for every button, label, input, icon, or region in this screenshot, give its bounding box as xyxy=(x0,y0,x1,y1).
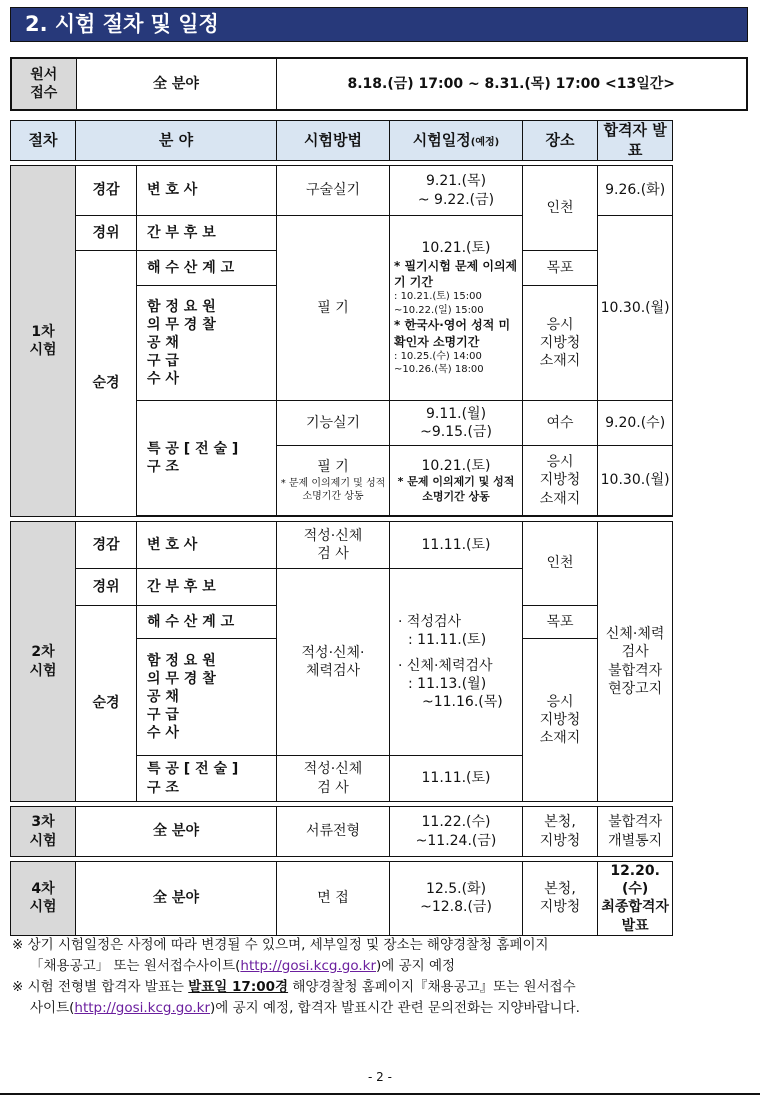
stage1-result-1: 9.26.(화) xyxy=(598,166,673,216)
stage3-schedule xyxy=(390,807,523,857)
stage3-field: 全 분야 xyxy=(76,807,277,857)
notes xyxy=(12,935,752,1019)
stage1-group xyxy=(137,286,277,401)
stage1-lawyer xyxy=(137,166,277,216)
stage3-place-text: 본청, 지방청 xyxy=(539,814,581,849)
stage3-label xyxy=(11,807,76,857)
stage4-result xyxy=(598,862,673,936)
stage2-group-line-5: 수 사 xyxy=(147,725,179,742)
stage1-skill-schedule xyxy=(390,401,523,446)
stage1-place-region xyxy=(523,286,598,401)
stage2-place-mokpo: 목포 xyxy=(523,606,598,639)
stage2-schedule-2d: : 11.13.(월) xyxy=(408,676,487,693)
stage2-lawyer-text: 변 호 사 xyxy=(147,536,198,553)
stage1-written2-schedule xyxy=(390,446,523,516)
stage2-group-line-1: 함 정 요 원 xyxy=(147,652,216,669)
stage1-result-4: 10.30.(월) xyxy=(598,446,673,516)
stage1-written-note-2b: ~10.26.(목) 18:00 xyxy=(394,364,484,376)
stage2-cadet xyxy=(137,569,277,606)
note-2-bold: 발표일 17:00경 xyxy=(188,978,289,995)
header-schedule-text: 시험일정 xyxy=(412,130,471,149)
stage2-result-text: 신체·체력검사 불합격자 현장고지 xyxy=(605,626,665,697)
stage1-marine-cadet xyxy=(137,251,277,286)
stage2-place-region-text: 응시 지방청 소재지 xyxy=(539,693,581,747)
stage1-special-line-2: 구 조 xyxy=(147,459,179,475)
stage2-special-line-2: 구 조 xyxy=(147,779,179,796)
stage3-label-text: 3차 시험 xyxy=(29,814,57,849)
stage2-label-text: 2차 시험 xyxy=(29,644,57,679)
stage1-place-region2-text: 응시 지방청 소재지 xyxy=(539,454,581,507)
application-table xyxy=(10,57,748,111)
header-schedule-note: (예정) xyxy=(470,136,500,148)
stage2-group-line-4: 구 급 xyxy=(147,707,179,724)
stage1-method-written: 필 기 xyxy=(277,216,390,401)
application-period: 8.18.(금) 17:00 ~ 8.31.(목) 17:00 <13일간> xyxy=(276,58,747,110)
header-stage: 절차 xyxy=(11,121,76,161)
stage2-method-2-text: 적성·신체· 체력검사 xyxy=(301,644,365,679)
stage4-method: 면 접 xyxy=(277,862,390,936)
note-2-text-b: 해양경찰청 홈페이지『채용공고』또는 원서접수 xyxy=(288,978,576,995)
stage1-sungyeong: 순경 xyxy=(76,251,137,517)
stage1-place-region2 xyxy=(523,446,598,516)
stage1-oral-schedule-2: ~ 9.22.(금) xyxy=(417,191,495,208)
schedule-table xyxy=(10,120,748,936)
stage2-schedule-2b: : 11.11.(토) xyxy=(408,631,487,648)
stage2-group-line-3: 공 채 xyxy=(147,688,179,705)
stage2-method-3-text: 적성·신체 검 사 xyxy=(303,761,363,796)
stage1-special xyxy=(137,401,277,516)
header-field: 분 야 xyxy=(76,121,277,161)
stage2-sungyeong: 순경 xyxy=(76,606,137,802)
bottom-rule xyxy=(0,1093,760,1095)
note-1-text-b: 「채용공고」 또는 원서접수사이트( xyxy=(30,957,241,974)
note-2-line-1 xyxy=(12,977,752,998)
note-2-link[interactable]: http://gosi.kcg.go.kr xyxy=(74,999,211,1016)
application-field: 全 분야 xyxy=(76,58,276,110)
stage2-place-incheon: 인천 xyxy=(523,522,598,606)
stage1-method-oral: 구술실기 xyxy=(277,166,390,216)
stage1-written-schedule xyxy=(390,216,523,401)
stage1-place-region-text: 응시 지방청 소재지 xyxy=(539,316,581,370)
stage2-schedule-2 xyxy=(390,569,523,756)
stage2-marine-cadet xyxy=(137,606,277,639)
stage4-field: 全 분야 xyxy=(76,862,277,936)
stage2-cadet-text: 간 부 후 보 xyxy=(147,578,216,595)
stage2-schedule-3: 11.11.(토) xyxy=(390,756,523,802)
stage2-gyeonggam: 경감 xyxy=(76,522,137,569)
stage4-schedule xyxy=(390,862,523,936)
stage1-oral-schedule xyxy=(390,166,523,216)
stage1-special-line-1: 특 공 [ 전 술 ] xyxy=(147,440,239,457)
stage1-written-note-1b: ~10.22.(일) 15:00 xyxy=(394,304,484,316)
stage3-method: 서류전형 xyxy=(277,807,390,857)
stage1-label-text: 1차 시험 xyxy=(29,323,57,358)
stage1-method-written2-text: 필 기 xyxy=(317,459,349,476)
stage2-gyeongwi: 경위 xyxy=(76,569,137,606)
header-method: 시험방법 xyxy=(277,121,390,161)
stage1-written-note-2a: : 10.25.(수) 14:00 xyxy=(394,350,482,362)
stage4-schedule-text: 12.5.(화) ~12.8.(금) xyxy=(420,881,492,916)
stage2-marine-cadet-text: 해 수 산 계 고 xyxy=(147,613,235,630)
stage1-oral-schedule-1: 9.21.(목) xyxy=(425,173,487,190)
stage3-place xyxy=(523,807,598,857)
stage2-method-1-text: 적성·신체 검 사 xyxy=(303,527,363,562)
stage1-result-3: 9.20.(수) xyxy=(598,401,673,446)
application-label xyxy=(11,58,76,110)
header-result: 합격자 발표 xyxy=(598,121,673,161)
stage1-method-written2 xyxy=(277,446,390,516)
stage2-schedule-2a: · 적성검사 xyxy=(398,613,462,630)
stage1-written2-date: 10.21.(토) xyxy=(421,458,491,475)
stage2-schedule-2e: ~11.16.(목) xyxy=(422,694,503,711)
stage1-marine-cadet-text: 해 수 산 계 고 xyxy=(147,259,235,276)
section-title: 2. 시험 절차 및 일정 xyxy=(10,7,748,42)
stage2-method-1 xyxy=(277,522,390,569)
stage1-written-date: 10.21.(토) xyxy=(421,240,491,257)
stage3-result-text: 불합격자 개별통지 xyxy=(608,814,663,849)
note-1-line-2 xyxy=(12,956,752,977)
stage4-place-text: 본청, 지방청 xyxy=(539,881,581,916)
stage3-result xyxy=(598,807,673,857)
stage1-gyeongwi: 경위 xyxy=(76,216,137,251)
stage2-method-2 xyxy=(277,569,390,756)
stage2-special xyxy=(137,756,277,802)
stage1-result-2: 10.30.(월) xyxy=(598,216,673,401)
stage4-result-text: 12.20.(수) 최종합격자 발표 xyxy=(601,863,669,934)
note-1-text-c: )에 공지 예정 xyxy=(376,957,456,974)
stage1-group-line-5: 수 사 xyxy=(147,371,179,388)
stage2-schedule-1: 11.11.(토) xyxy=(390,522,523,569)
stage2-schedule-2c: · 신체·체력검사 xyxy=(398,657,493,674)
stage1-place-mokpo: 목포 xyxy=(523,251,598,286)
stage2-result xyxy=(598,522,673,802)
stage1-written-note-2: * 한국사·영어 성적 미확인자 소명기간 xyxy=(394,318,511,349)
stage4-place xyxy=(523,862,598,936)
stage4-label xyxy=(11,862,76,936)
stage1-group-line-4: 구 급 xyxy=(147,353,179,370)
stage1-place-yeosu: 여수 xyxy=(523,401,598,446)
stage1-written-note-1a: : 10.21.(토) 15:00 xyxy=(394,291,482,303)
stage2-special-line-1: 특 공 [ 전 술 ] xyxy=(147,761,239,778)
stage2-method-3 xyxy=(277,756,390,802)
stage2-group-line-2: 의 무 경 찰 xyxy=(147,670,216,687)
stage4-label-text: 4차 시험 xyxy=(29,881,57,916)
note-2-line-2 xyxy=(12,998,752,1019)
stage1-skill-schedule-1: 9.11.(월) xyxy=(425,405,487,422)
stage1-skill-schedule-2: ~9.15.(금) xyxy=(420,424,492,440)
stage2-place-region xyxy=(523,639,598,802)
page-number: - 2 - xyxy=(368,1070,392,1084)
stage1-written2-note: * 문제 이의제기 및 성적 소명기간 상동 xyxy=(280,477,386,502)
stage2-group xyxy=(137,639,277,756)
stage1-group-line-1: 함 정 요 원 xyxy=(147,298,216,315)
stage2-label xyxy=(11,522,76,802)
stage1-cadet-text: 간 부 후 보 xyxy=(147,224,216,241)
stage3-schedule-text: 11.22.(수) ~11.24.(금) xyxy=(415,814,497,849)
stage1-place-incheon: 인천 xyxy=(523,166,598,251)
stage2-lawyer xyxy=(137,522,277,569)
note-1-line-1: ※ 상기 시험일정은 사정에 따라 변경될 수 있으며, 세부일정 및 장소는 해양경찰청 홈페이지 xyxy=(12,937,549,953)
stage1-label xyxy=(11,166,76,517)
note-1-link[interactable]: http://gosi.kcg.go.kr xyxy=(240,957,377,974)
stage1-group-line-2: 의 무 경 찰 xyxy=(147,316,216,333)
stage1-method-skill: 기능실기 xyxy=(277,401,390,446)
note-2-text-c: 사이트( xyxy=(30,999,75,1016)
stage1-gyeonggam: 경감 xyxy=(76,166,137,216)
stage1-group-line-3: 공 채 xyxy=(147,334,179,351)
stage1-written2-schedule-note: * 문제 이의제기 및 성적 소명기간 상동 xyxy=(397,475,515,503)
header-place: 장소 xyxy=(523,121,598,161)
stage1-lawyer-text: 변 호 사 xyxy=(147,182,198,199)
header-schedule xyxy=(390,121,523,161)
application-label-text: 원서 접수 xyxy=(30,66,58,101)
note-2-text-d: )에 공지 예정, 합격자 발표시간 관련 문의전화는 지양바랍니다. xyxy=(210,999,580,1016)
stage1-cadet xyxy=(137,216,277,251)
note-2-text-a: ※ 시험 전형별 합격자 발표는 xyxy=(12,978,189,995)
stage1-written-note-1: * 필기시험 문제 이의제기 기간 xyxy=(394,259,518,290)
